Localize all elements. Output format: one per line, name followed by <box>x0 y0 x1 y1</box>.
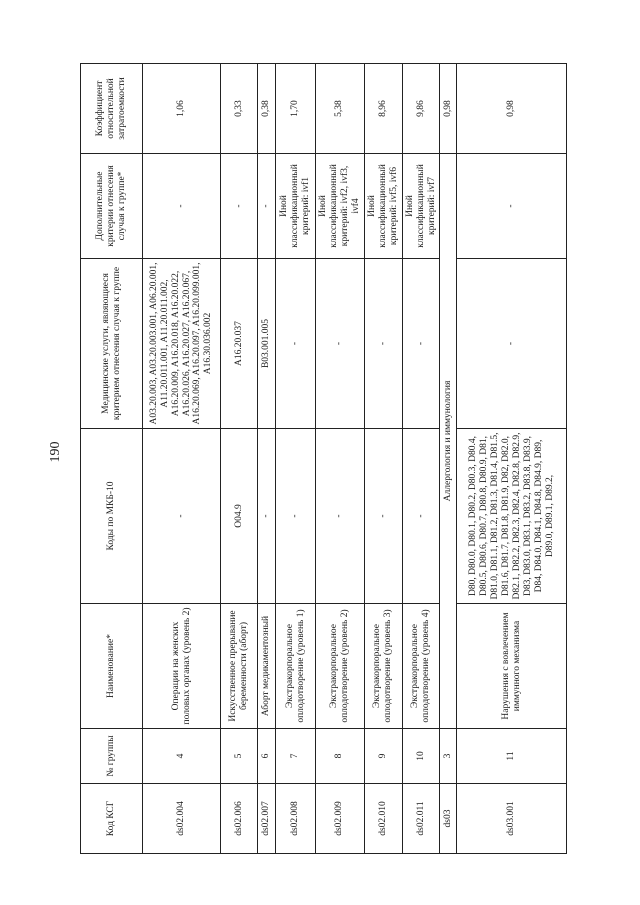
header-coefficient: Коэффициент относительной затратоемкости <box>81 64 143 154</box>
header-row <box>81 64 143 854</box>
cell-extra: - <box>143 154 221 259</box>
cell-extra: Иной классификационный критерий: ivf1 <box>276 154 316 259</box>
cell-services: - <box>276 259 316 429</box>
cell-mkb: - <box>143 429 221 604</box>
section-num: 3 <box>440 729 457 784</box>
header-services: Медицинские услуги, являющиеся критерием отнесения случая к группе <box>81 259 143 429</box>
cell-extra: Иной классификационный критерий: ivf7 <box>402 154 440 259</box>
table-row <box>276 64 316 854</box>
header-extra-criteria: Дополнительные критерии отнесения случая к группе* <box>81 154 143 259</box>
table-row <box>364 64 402 854</box>
cell-num: 8 <box>316 729 365 784</box>
cell-mkb: O04.9 <box>221 429 258 604</box>
cell-extra: Иной классификационный критерий: ivf2, ivf3, ivf4 <box>316 154 365 259</box>
cell-services: - <box>316 259 365 429</box>
cell-code: ds02.008 <box>276 784 316 854</box>
cell-num: 5 <box>221 729 258 784</box>
cell-name: Экстракорпоральное оплодотворение (уровень 4) <box>402 604 440 729</box>
table-row <box>402 64 440 854</box>
cell-name: Нарушения с вовлечением иммунного механизма <box>457 604 567 729</box>
cell-code: ds02.011 <box>402 784 440 854</box>
cell-extra: - <box>258 154 276 259</box>
table-row <box>143 64 221 854</box>
cell-num: 9 <box>364 729 402 784</box>
cell-coef: 0,98 <box>457 64 567 154</box>
table-row <box>316 64 365 854</box>
page-number: 190 <box>48 441 63 463</box>
cell-services: - <box>457 259 567 429</box>
cell-extra: Иной классификационный критерий: ivf5, ivf6 <box>364 154 402 259</box>
header-mkb: Коды по МКБ-10 <box>81 429 143 604</box>
rotated-table-container <box>80 64 560 854</box>
cell-code: ds02.010 <box>364 784 402 854</box>
cell-coef: 0,38 <box>258 64 276 154</box>
cell-coef: 0,33 <box>221 64 258 154</box>
cell-num: 11 <box>457 729 567 784</box>
header-group-number: № группы <box>81 729 143 784</box>
cell-services: - <box>364 259 402 429</box>
section-row <box>440 64 457 854</box>
cell-num: 7 <box>276 729 316 784</box>
header-code: Код КСГ <box>81 784 143 854</box>
cell-num: 6 <box>258 729 276 784</box>
cell-coef: 1,70 <box>276 64 316 154</box>
cell-name: Аборт медикаментозный <box>258 604 276 729</box>
section-coef: 0,98 <box>440 64 457 154</box>
cell-coef: 5,38 <box>316 64 365 154</box>
cell-mkb: - <box>316 429 365 604</box>
cell-name: Экстракорпоральное оплодотворение (уровень 1) <box>276 604 316 729</box>
cell-num: 4 <box>143 729 221 784</box>
cell-coef: 9,86 <box>402 64 440 154</box>
cell-services: B03.001.005 <box>258 259 276 429</box>
cell-code: ds03.001 <box>457 784 567 854</box>
section-title: Аллергология и иммунология <box>440 154 457 729</box>
cell-coef: 8,96 <box>364 64 402 154</box>
table-row <box>258 64 276 854</box>
section-code: ds03 <box>440 784 457 854</box>
cell-mkb: - <box>258 429 276 604</box>
cell-coef: 1,06 <box>143 64 221 154</box>
cell-code: ds02.009 <box>316 784 365 854</box>
cell-services: A03.20.003, A03.20.003.001, A06.20.001, A11.20.011.001, A11.20.011.002, A16.20.009, A16.20.018, A16.20.022, A16.20.026, A16.20.027, A16.20.067, A16.20.069, A16.20.097, A16.20.099.001, A16.30.036.002 <box>143 259 221 429</box>
cell-extra: - <box>457 154 567 259</box>
cell-name: Операции на женских половых органах (уровень 2) <box>143 604 221 729</box>
cell-name: Экстракорпоральное оплодотворение (уровень 2) <box>316 604 365 729</box>
cell-mkb: - <box>364 429 402 604</box>
cell-services: - <box>402 259 440 429</box>
cell-mkb: - <box>276 429 316 604</box>
cell-code: ds02.007 <box>258 784 276 854</box>
cell-mkb: - <box>402 429 440 604</box>
cell-num: 10 <box>402 729 440 784</box>
cell-code: ds02.004 <box>143 784 221 854</box>
cell-services: A16.20.037 <box>221 259 258 429</box>
cell-name: Экстракорпоральное оплодотворение (уровень 3) <box>364 604 402 729</box>
header-name: Наименование* <box>81 604 143 729</box>
cell-mkb: D80, D80.0, D80.1, D80.2, D80.3, D80.4, D80.5, D80.6, D80.7, D80.8, D80.9, D81, D81.0, D81.1, D81.2, D81.3, D81.4, D81.5, D81.6, D81.7, D81.8, D81.9, D82, D82.0, D82.1, D82.2, D82.3, D82.4, D82.8, D82.9, D83, D83.0, D83.1, D83.2, D83.8, D83.9, D84, D84.0, D84.1, D84.8, D84.9, D89, D89.0, D89.1, D89.2, <box>457 429 567 604</box>
ksg-table <box>80 63 567 854</box>
table-row <box>221 64 258 854</box>
cell-code: ds02.006 <box>221 784 258 854</box>
cell-extra: - <box>221 154 258 259</box>
cell-name: Искусственное прерывание беременности (аборт) <box>221 604 258 729</box>
table-row <box>457 64 567 854</box>
